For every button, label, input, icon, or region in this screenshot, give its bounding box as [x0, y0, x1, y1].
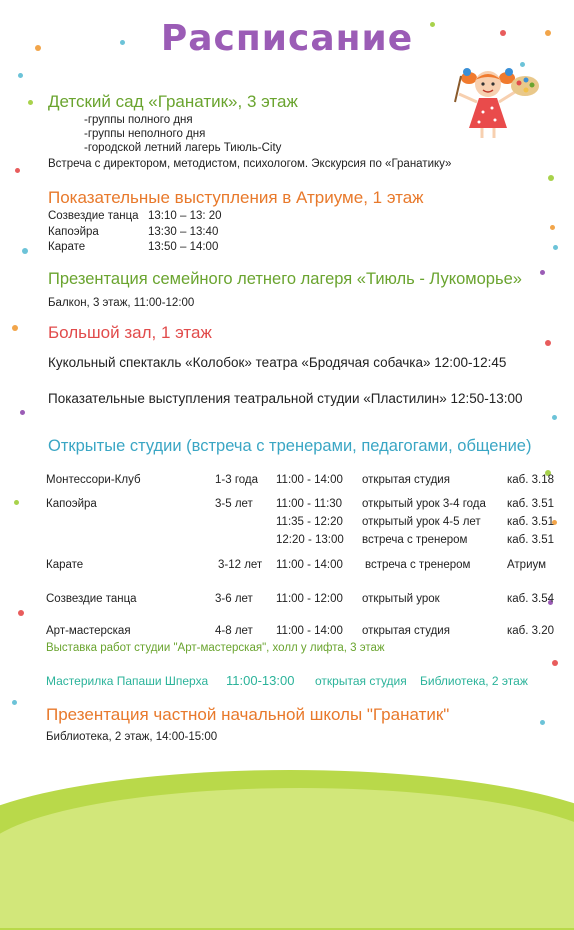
confetti-dot: [553, 245, 558, 250]
atrium-row-time: 13:50 – 14:00: [148, 241, 219, 253]
camp-heading: Презентация семейного летнего лагеря «Тиюль - Лукоморье»: [48, 270, 522, 288]
arm-right: [499, 92, 515, 102]
girl-with-palette-illustration: [445, 62, 550, 142]
dress-dot: [491, 107, 494, 110]
studio-room: каб. 3.20: [507, 625, 555, 637]
studio-age: 3-6 лет: [215, 593, 253, 605]
confetti-dot: [545, 340, 551, 346]
studio-type: открытый урок: [362, 593, 440, 605]
studio-age: 3-12 лет: [218, 559, 263, 571]
hall-line: Показательные выступления театральной студии «Пластилин» 12:50-13:00: [48, 391, 523, 406]
studio-type: открытая студия: [362, 474, 450, 486]
kindergarten-note: Встреча с директором, методистом, психологом. Экскурсия по «Гранатику»: [48, 158, 452, 170]
confetti-dot: [548, 175, 554, 181]
confetti-dot: [28, 100, 33, 105]
studio-type: открытый урок 4-5 лет: [362, 516, 481, 528]
studio-name: Карате: [46, 559, 84, 571]
atrium-heading: Показательные выступления в Атриуме, 1 этаж: [48, 188, 424, 207]
studio-room: каб. 3.51: [507, 516, 555, 528]
atrium-row-time: 13:10 – 13: 20: [148, 210, 222, 222]
page-title: Расписание: [160, 18, 414, 59]
kindergarten-item: -городской летний лагерь Тиюль-City: [84, 142, 282, 154]
studio-name: Созвездие танца: [46, 593, 137, 605]
grass-hill-light: [0, 788, 574, 928]
workshop-place: Библиотека, 2 этаж: [420, 674, 528, 688]
dress-dot: [494, 119, 497, 122]
studio-type: встреча с тренером: [365, 559, 471, 571]
confetti-dot: [18, 610, 24, 616]
studio-name: Арт-мастерская: [46, 625, 131, 637]
confetti-dot: [15, 168, 20, 173]
confetti-dot: [14, 500, 19, 505]
paint-blob: [524, 78, 529, 83]
studio-type: открытый урок 3-4 года: [362, 498, 486, 510]
studio-name: Капоэйра: [46, 498, 97, 510]
paint-blob: [517, 81, 522, 86]
confetti-dot: [552, 415, 557, 420]
dress-dot: [482, 111, 485, 114]
studio-age: 3-5 лет: [215, 498, 253, 510]
arm-left: [459, 94, 477, 102]
exhibition-note: Выставка работ студии "Арт-мастерская", холл у лифта, 3 этаж: [46, 642, 385, 654]
hall-heading: Большой зал, 1 этаж: [48, 323, 212, 342]
confetti-dot: [552, 660, 558, 666]
school-heading: Презентация частной начальной школы "Гранатик": [46, 705, 450, 724]
studio-time: 11:00 - 14:00: [276, 474, 343, 486]
studio-age: 1-3 года: [215, 474, 259, 486]
paint-blob: [530, 83, 535, 88]
studio-time: 12:20 - 13:00: [276, 534, 344, 546]
confetti-dot: [20, 410, 25, 415]
studio-type: встреча с тренером: [362, 534, 468, 546]
kindergarten-heading: Детский сад «Гранатик», 3 этаж: [48, 92, 298, 111]
camp-detail: Балкон, 3 этаж, 11:00-12:00: [48, 297, 195, 309]
studio-time: 11:00 - 12:00: [276, 593, 343, 605]
kindergarten-item: -группы неполного дня: [84, 128, 206, 140]
workshop-time: 11:00-13:00: [226, 673, 295, 688]
dress-dot: [478, 121, 481, 124]
workshop-name: Мастерилка Папаши Шперха: [46, 674, 209, 688]
bow-left: [463, 68, 471, 76]
confetti-dot: [22, 248, 28, 254]
atrium-row-name: Созвездие танца: [48, 210, 139, 222]
atrium-row-name: Карате: [48, 241, 86, 253]
studio-time: 11:00 - 14:00: [276, 559, 343, 571]
confetti-dot: [540, 720, 545, 725]
studio-time: 11:00 - 11:30: [276, 498, 343, 510]
confetti-dot: [18, 73, 23, 78]
atrium-row-time: 13:30 – 13:40: [148, 226, 219, 238]
paint-blob: [524, 88, 529, 93]
workshop-type: открытая студия: [315, 674, 407, 688]
kindergarten-item: -группы полного дня: [84, 114, 193, 126]
eye-left: [481, 82, 484, 85]
atrium-row-name: Капоэйра: [48, 226, 99, 238]
school-detail: Библиотека, 2 этаж, 14:00-15:00: [46, 731, 218, 743]
studio-room: каб. 3.51: [507, 534, 555, 546]
confetti-dot: [12, 325, 18, 331]
bow-right: [505, 68, 513, 76]
studio-room: каб. 3.51: [507, 498, 555, 510]
confetti-dot: [540, 270, 545, 275]
confetti-dot: [12, 700, 17, 705]
studio-name: Монтессори-Клуб: [46, 474, 141, 486]
studio-type: открытая студия: [362, 625, 450, 637]
studio-room: каб. 3.54: [507, 593, 555, 605]
studio-room: Атриум: [507, 559, 547, 571]
confetti-dot: [550, 225, 555, 230]
eye-right: [491, 82, 494, 85]
studio-age: 4-8 лет: [215, 625, 253, 637]
studio-time: 11:00 - 14:00: [276, 625, 343, 637]
paintbrush: [455, 76, 461, 102]
hall-line: Кукольный спектакль «Колобок» театра «Бродячая собачка» 12:00-12:45: [48, 355, 507, 370]
studio-room: каб. 3.18: [507, 474, 555, 486]
studios-heading: Открытые студии (встреча с тренерами, педагогами, общение): [48, 437, 532, 455]
studio-time: 11:35 - 12:20: [276, 516, 343, 528]
